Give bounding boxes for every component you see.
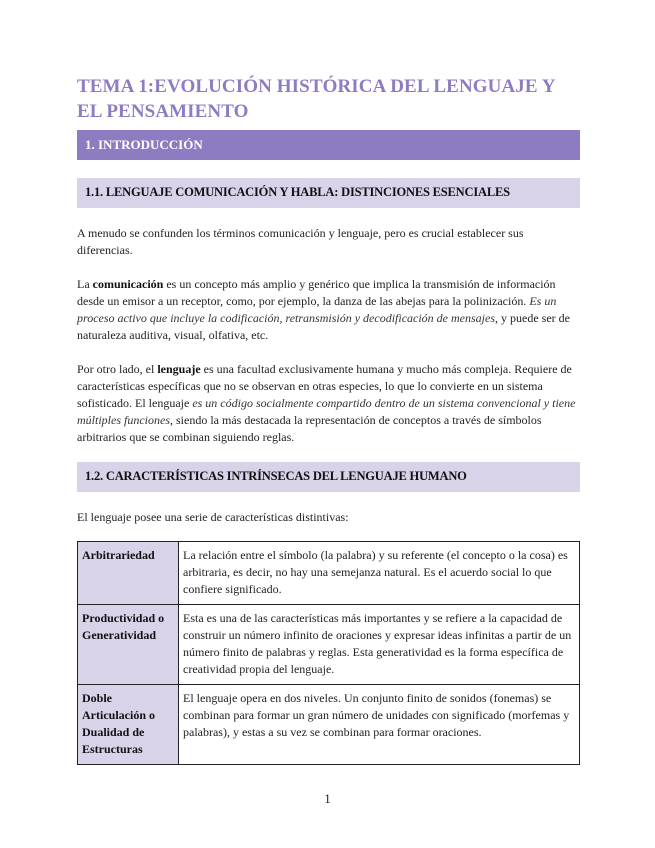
table-row — [78, 605, 580, 685]
page-number: 1 — [324, 791, 331, 806]
definition-italic: Es un proceso activo que incluye la codificación, retransmisión y decodificación de mensajes — [77, 294, 557, 325]
term-lenguaje: lenguaje — [157, 362, 201, 376]
page-title: TEMA 1:EVOLUCIÓN HISTÓRICA DEL LENGUAJE Y EL PENSAMIENTO — [77, 76, 555, 122]
definition-italic: es un código socialmente compartido dentro de un sistema convencional y tiene múltiples funciones — [77, 396, 576, 427]
paragraph-intro: A menudo se confunden los términos comunicación y lenguaje, pero es crucial establecer sus diferencias. — [77, 226, 524, 257]
characteristics-table — [77, 541, 580, 765]
table-cell-description: Esta es una de las características más importantes y se refiere a la capacidad de construir un número infinito de oraciones y expresar ideas infinitas a partir de un número finito de palabras y reglas. Esta generatividad es la forma específica de creatividad propia del lenguaje. — [179, 605, 580, 685]
table-row — [78, 542, 580, 605]
subsection-heading-caracteristicas: 1.2. CARACTERÍSTICAS INTRÍNSECAS DEL LENGUAJE HUMANO — [77, 462, 580, 492]
section-heading-introduccion: 1. INTRODUCCIÓN — [77, 130, 580, 160]
text-span: , y puede ser de naturaleza auditiva, visual, olfativa, etc. — [77, 311, 570, 342]
term-comunicacion: comunicación — [92, 277, 164, 291]
table-cell-term: Arbitrariedad — [78, 542, 179, 605]
table-cell-description: La relación entre el símbolo (la palabra) y su referente (el concepto o la cosa) es arbitraria, es decir, no hay una semejanza natural. Es el acuerdo social lo que confiere significado. — [179, 542, 580, 605]
table-cell-term: Productividad o Generatividad — [78, 605, 179, 685]
text-span: es una facultad exclusivamente humana y mucho más compleja. Requiere de características específicas que no se observan en otras especies, lo que lo convierte en un sistema sofisticado. El lenguaje — [77, 362, 572, 410]
text-span: , siendo la más destacada la representación de conceptos a través de símbolos arbitrarios que se combinan siguiendo reglas. — [77, 413, 542, 444]
paragraph-lenguaje — [77, 361, 580, 446]
subsection-heading-lenguaje-comunicacion: 1.1. LENGUAJE COMUNICACIÓN Y HABLA: DISTINCIONES ESENCIALES — [77, 178, 580, 208]
paragraph-comunicacion — [77, 276, 580, 344]
text-span: es un concepto más amplio y genérico que implica la transmisión de información desde un emisor a un receptor, como, por ejemplo, la danza de las abejas para la polinización. — [77, 277, 556, 308]
table-cell-description: El lenguaje opera en dos niveles. Un conjunto finito de sonidos (fonemas) se combinan para formar un gran número de unidades con significado (morfemas y palabras), y estas a su vez se combinan para formar oraciones. — [179, 685, 580, 765]
paragraph-caracteristicas-intro: El lenguaje posee una serie de características distintivas: — [77, 510, 349, 524]
text-span: Por otro lado, el — [77, 362, 158, 376]
table-cell-term: Doble Articulación o Dualidad de Estructuras — [78, 685, 179, 765]
text-span: La — [77, 277, 93, 291]
table-row — [78, 685, 580, 765]
